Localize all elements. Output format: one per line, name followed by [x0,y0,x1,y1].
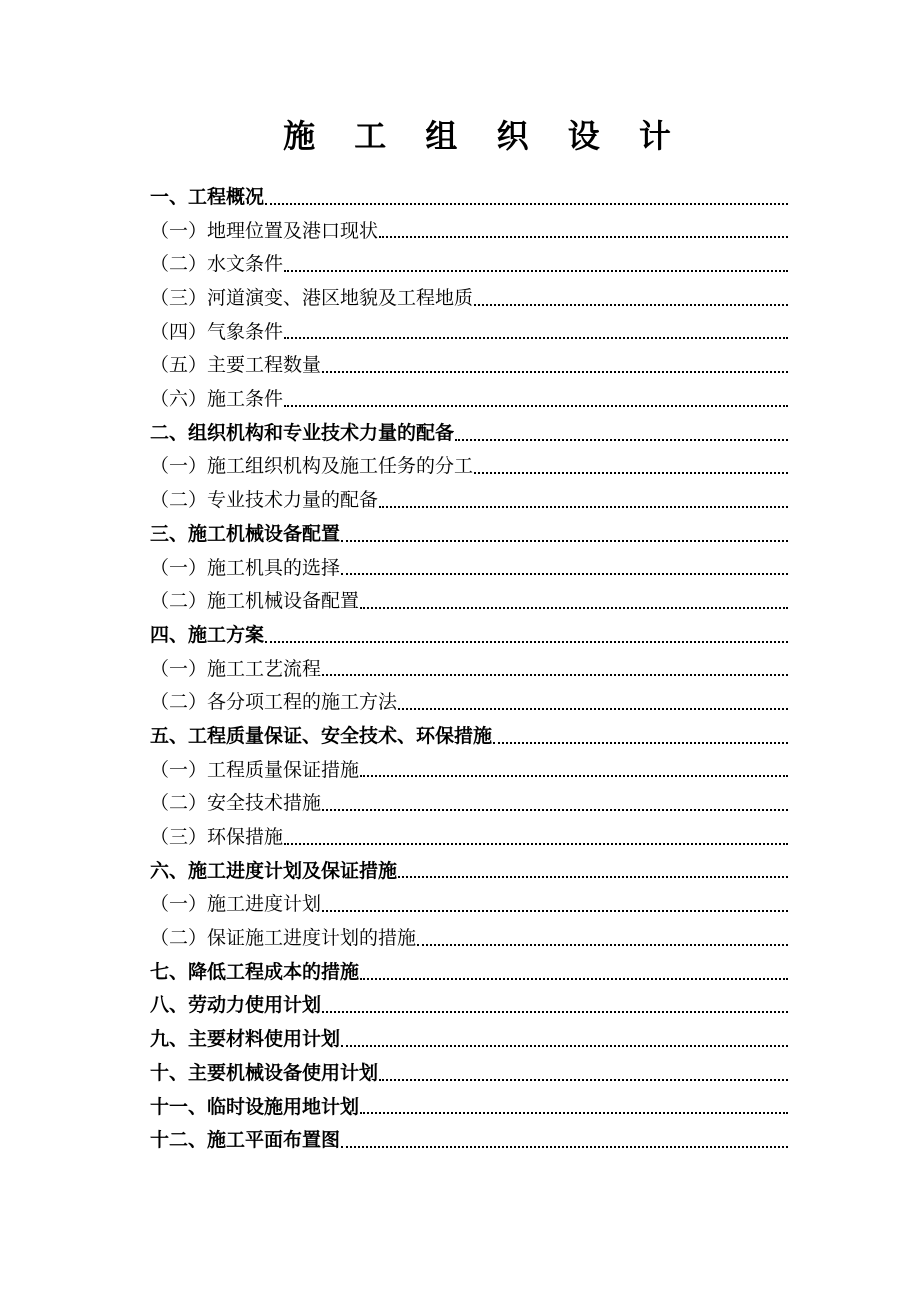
toc-entry-label: （三）河道演变、港区地貌及工程地质 [150,287,474,310]
toc-dot-leader [341,540,788,542]
toc-section-entry[interactable] [150,855,788,889]
toc-dot-leader [284,843,788,845]
toc-dot-leader [284,337,788,339]
toc-entry-label: 十一、临时设施用地计划 [150,1095,360,1118]
toc-entry-label: （三）环保措施 [150,826,284,849]
toc-dot-leader [360,607,788,609]
toc-dot-leader [265,203,788,205]
toc-entry-label: （二）安全技术措施 [150,792,322,815]
toc-dot-leader [322,809,788,811]
toc-subsection-entry[interactable] [150,754,788,788]
toc-subsection-entry[interactable] [150,552,788,586]
toc-entry-label: （一）地理位置及港口现状 [150,219,379,242]
toc-dot-leader [398,708,788,710]
toc-subsection-entry[interactable] [150,686,788,720]
toc-dot-leader [360,1112,788,1114]
toc-section-entry[interactable] [150,990,788,1024]
toc-entry-label: 六、施工进度计划及保证措施 [150,859,398,882]
toc-dot-leader [322,910,788,912]
toc-dot-leader [398,876,788,878]
toc-entry-label: 五、工程质量保证、安全技术、环保措施 [150,724,493,747]
toc-dot-leader [322,1011,788,1013]
toc-entry-label: （二）专业技术力量的配备 [150,489,379,512]
toc-subsection-entry[interactable] [150,383,788,417]
toc-entry-label: （四）气象条件 [150,320,284,343]
toc-dot-leader [417,944,788,946]
toc-section-entry[interactable] [150,720,788,754]
toc-entry-label: 十、主要机械设备使用计划 [150,1061,379,1084]
toc-dot-leader [474,304,788,306]
toc-entry-label: （一）施工机具的选择 [150,556,341,579]
toc-entry-label: 一、工程概况 [150,185,265,208]
toc-entry-label: （二）各分项工程的施工方法 [150,691,398,714]
toc-section-entry[interactable] [150,619,788,653]
toc-subsection-entry[interactable] [150,215,788,249]
toc-entry-label: 三、施工机械设备配置 [150,522,341,545]
toc-subsection-entry[interactable] [150,821,788,855]
toc-dot-leader [379,236,788,238]
toc-dot-leader [341,1045,788,1047]
toc-subsection-entry[interactable] [150,349,788,383]
toc-section-entry[interactable] [150,518,788,552]
toc-subsection-entry[interactable] [150,585,788,619]
toc-entry-label: 四、施工方案 [150,623,265,646]
toc-entry-label: 八、劳动力使用计划 [150,994,322,1017]
toc-dot-leader [341,573,788,575]
toc-entry-label: （二）保证施工进度计划的措施 [150,927,417,950]
toc-subsection-entry[interactable] [150,922,788,956]
toc-subsection-entry[interactable] [150,316,788,350]
toc-entry-label: （一）施工组织机构及施工任务的分工 [150,455,474,478]
toc-dot-leader [360,775,788,777]
toc-entry-label: （一）施工进度计划 [150,893,322,916]
toc-subsection-entry[interactable] [150,282,788,316]
toc-entry-label: （一）施工工艺流程 [150,657,322,680]
toc-dot-leader [360,978,788,980]
toc-dot-leader [341,1146,788,1148]
toc-section-entry[interactable] [150,1124,788,1158]
toc-dot-leader [455,439,788,441]
toc-dot-leader [493,742,788,744]
toc-section-entry[interactable] [150,956,788,990]
toc-dot-leader [379,1079,788,1081]
toc-subsection-entry[interactable] [150,787,788,821]
toc-entry-label: （二）水文条件 [150,253,284,276]
toc-dot-leader [322,371,788,373]
toc-section-entry[interactable] [150,1057,788,1091]
toc-dot-leader [265,641,788,643]
toc-dot-leader [474,472,788,474]
toc-subsection-entry[interactable] [150,484,788,518]
toc-section-entry[interactable] [150,417,788,451]
document-title: 施 工 组 织 设 计 [283,117,685,156]
toc-dot-leader [379,506,788,508]
toc-entry-label: 九、主要材料使用计划 [150,1028,341,1051]
toc-subsection-entry[interactable] [150,451,788,485]
toc-subsection-entry[interactable] [150,248,788,282]
toc-dot-leader [284,270,788,272]
toc-entry-label: 二、组织机构和专业技术力量的配备 [150,421,455,444]
toc-section-entry[interactable] [150,181,788,215]
toc-entry-label: （六）施工条件 [150,388,284,411]
table-of-contents [150,181,788,1158]
toc-section-entry[interactable] [150,1091,788,1125]
toc-entry-label: （一）工程质量保证措施 [150,758,360,781]
toc-dot-leader [284,405,788,407]
toc-entry-label: 十二、施工平面布置图 [150,1129,341,1152]
toc-dot-leader [322,674,788,676]
toc-entry-label: 七、降低工程成本的措施 [150,960,360,983]
toc-section-entry[interactable] [150,1023,788,1057]
toc-entry-label: （五）主要工程数量 [150,354,322,377]
toc-entry-label: （二）施工机械设备配置 [150,590,360,613]
toc-subsection-entry[interactable] [150,653,788,687]
toc-subsection-entry[interactable] [150,888,788,922]
